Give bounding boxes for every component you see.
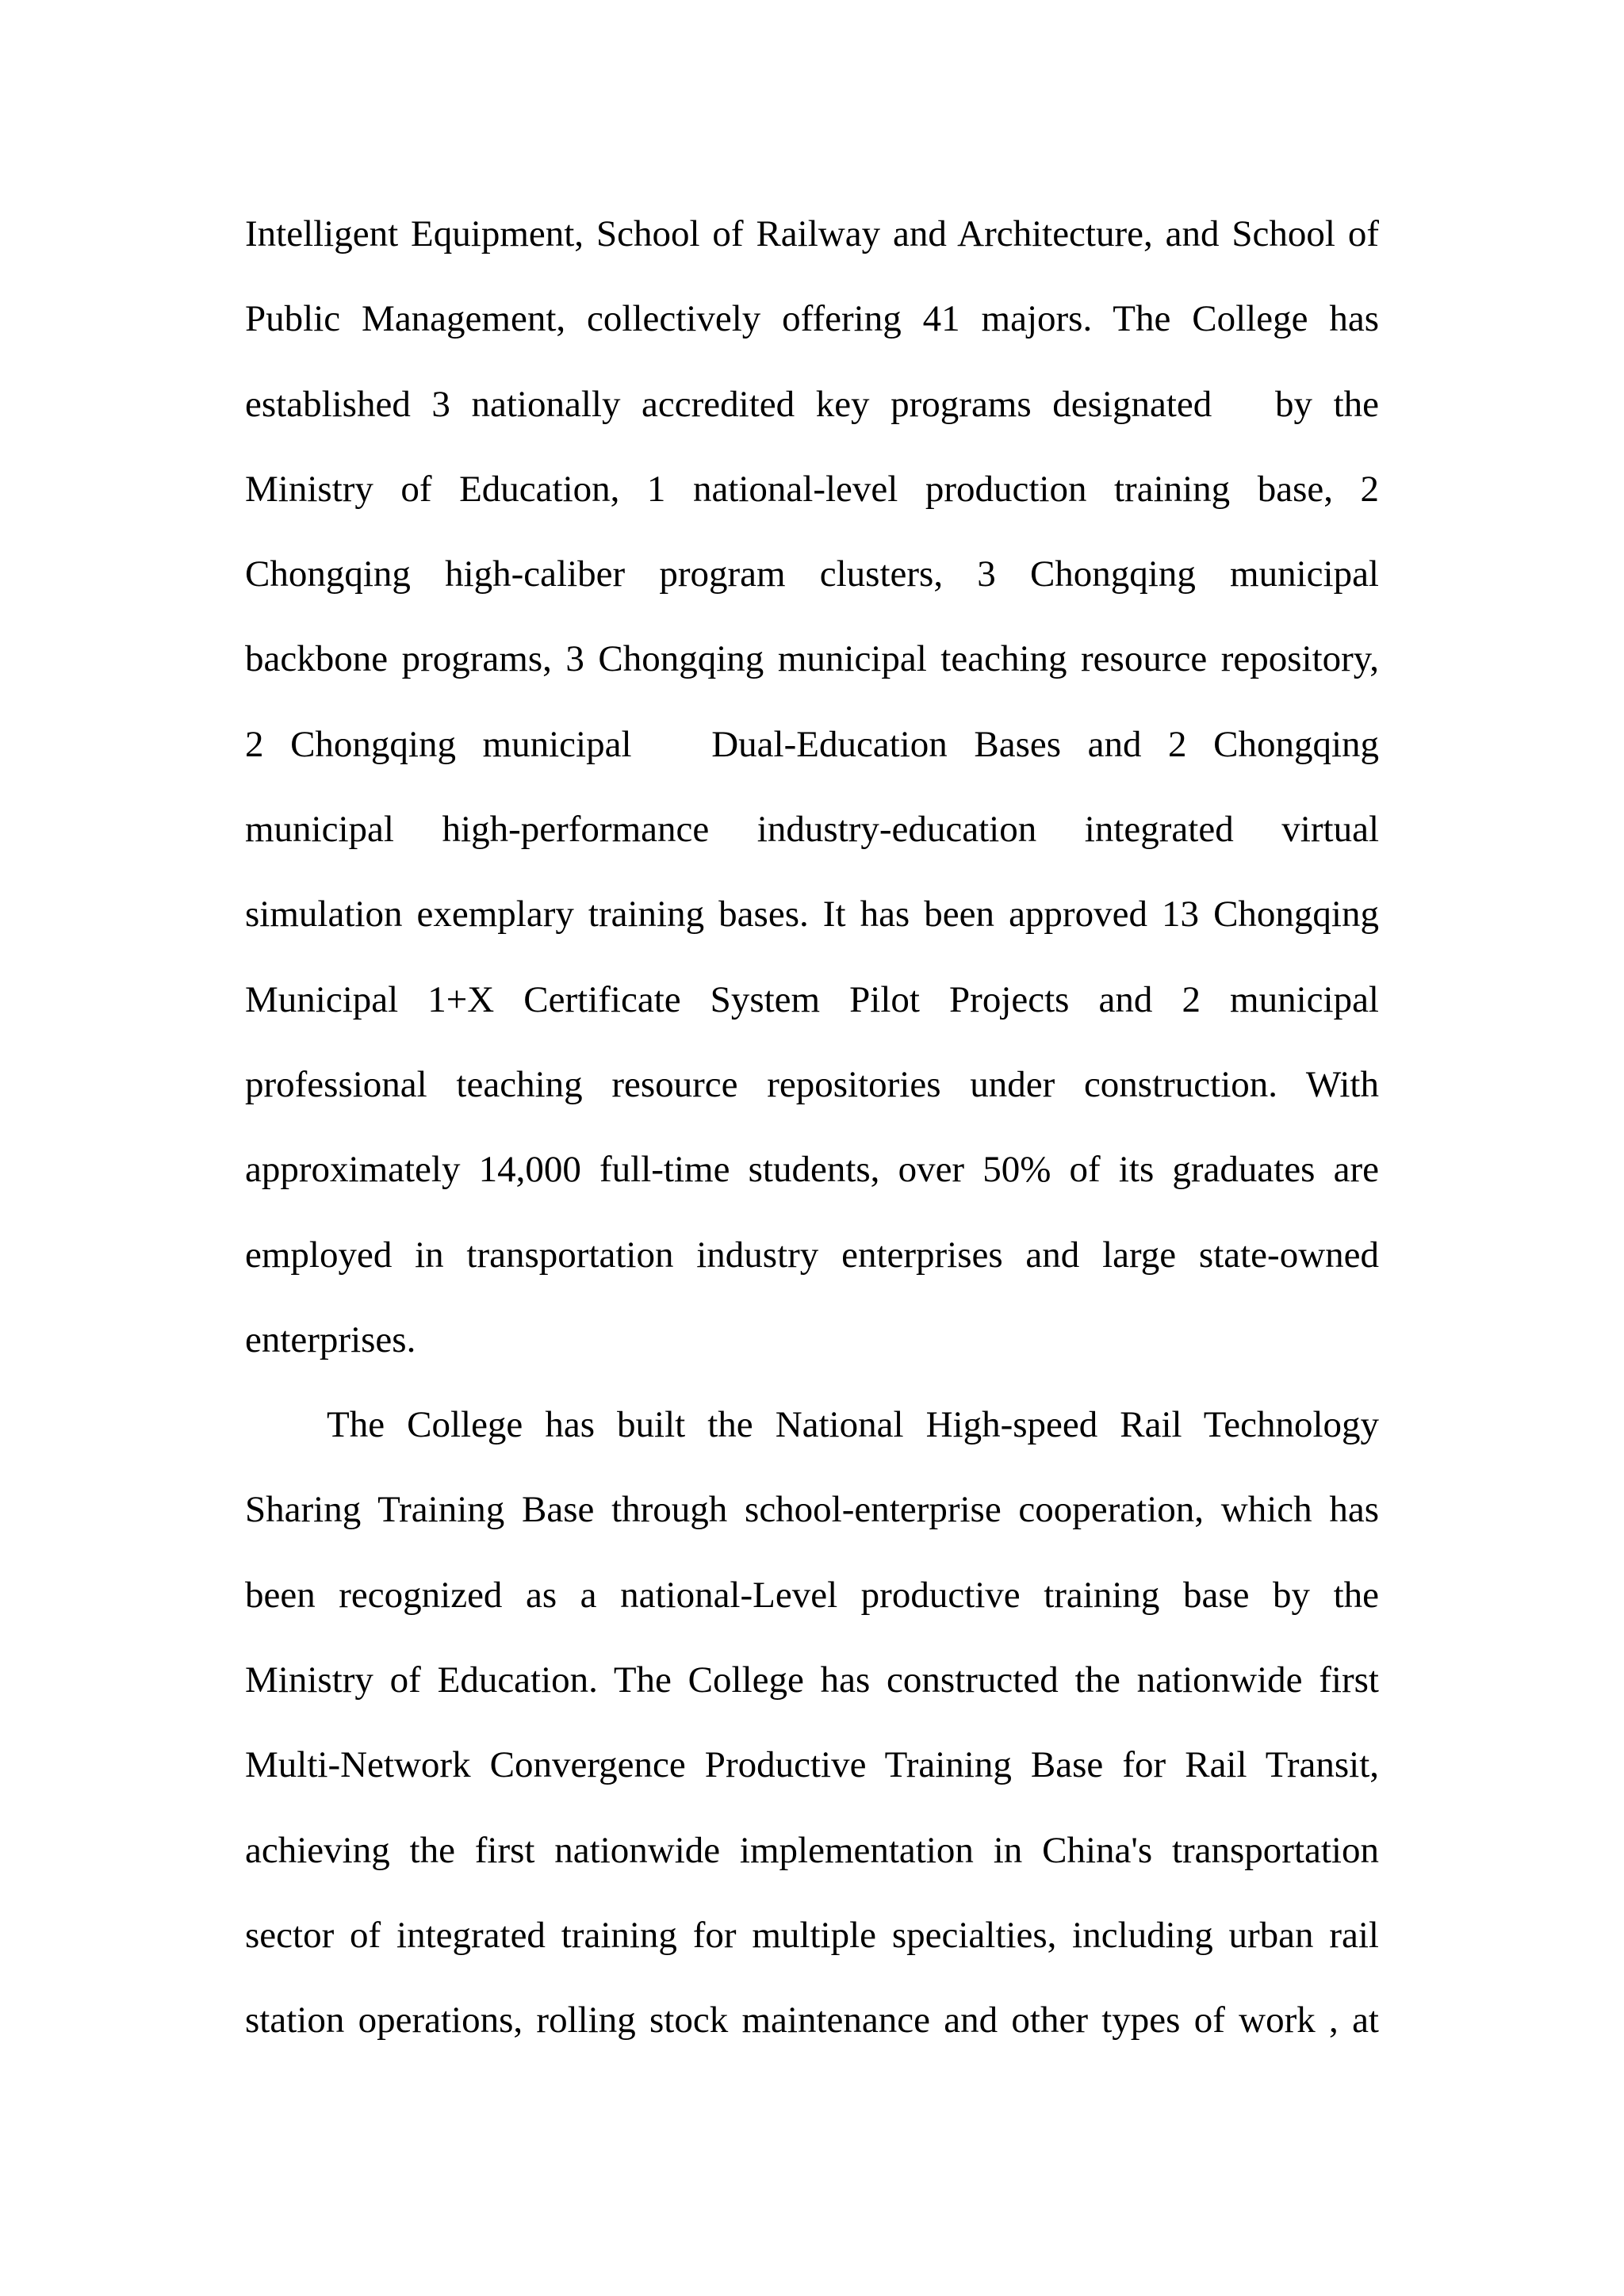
text-line: been recognized as a national-Level productive training base by the [245, 1574, 1379, 1616]
text-block [245, 192, 1379, 2064]
text-line: The College has built the National High-speed Rail Technology [327, 1404, 1379, 1446]
text-line: professional teaching resource repositories under construction. With [245, 1063, 1379, 1105]
text-line: Municipal 1+X Certificate System Pilot Projects and 2 municipal [245, 978, 1379, 1020]
text-line: achieving the first nationwide implementation in China's transportation [245, 1829, 1379, 1871]
text-line: 2 Chongqing municipal Dual-Education Bases and 2 Chongqing [245, 723, 1379, 765]
text-line: Sharing Training Base through school-enterprise cooperation, which has [245, 1489, 1379, 1531]
text-line: backbone programs, 3 Chongqing municipal teaching resource repository, [245, 638, 1379, 680]
text-line: simulation exemplary training bases. It has been approved 13 Chongqing [245, 894, 1379, 936]
text-line: Ministry of Education. The College has constructed the nationwide first [245, 1659, 1379, 1701]
paragraph [245, 1383, 1379, 2063]
text-line: enterprises. [245, 1318, 416, 1360]
text-line: sector of integrated training for multiple specialties, including urban rail [245, 1914, 1379, 1956]
text-line: established 3 nationally accredited key programs designated by the [245, 383, 1379, 425]
text-line: Public Management, collectively offering 41 majors. The College has [245, 298, 1379, 340]
text-line: municipal high-performance industry-education integrated virtual [245, 809, 1379, 851]
text-line: station operations, rolling stock maintenance and other types of work , at [245, 1999, 1379, 2042]
text-line: Intelligent Equipment, School of Railway and Architecture, and School of [245, 213, 1379, 254]
text-line: Ministry of Education, 1 national-level production training base, 2 [245, 468, 1379, 510]
text-line: Chongqing high-caliber program clusters, 3 Chongqing municipal [245, 553, 1379, 595]
text-line: Multi-Network Convergence Productive Training Base for Rail Transit, [245, 1744, 1379, 1786]
paragraph [245, 192, 1379, 1383]
text-line: approximately 14,000 full-time students, over 50% of its graduates are [245, 1149, 1379, 1191]
text-line: employed in transportation industry enterprises and large state-owned [245, 1234, 1379, 1276]
